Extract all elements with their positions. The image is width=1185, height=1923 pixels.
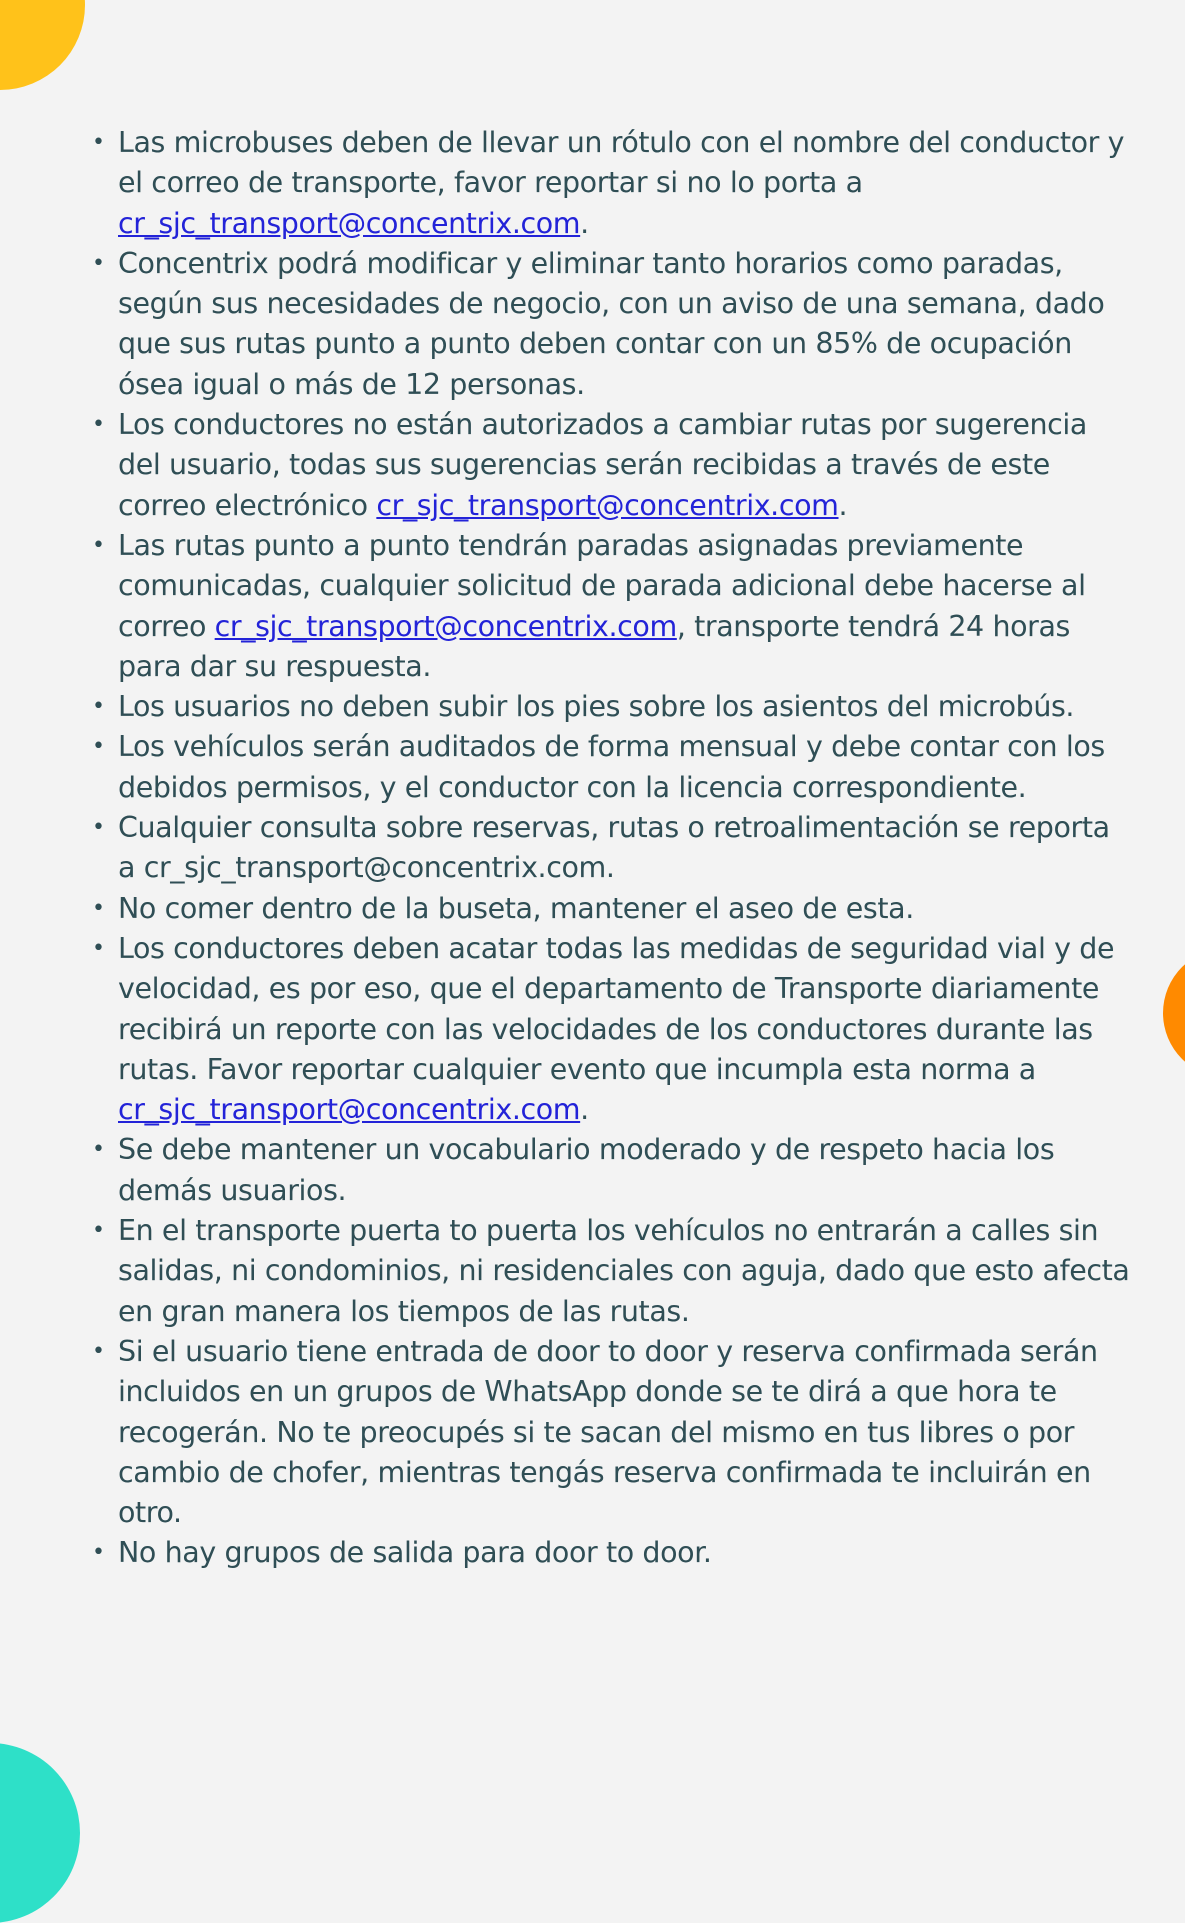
rule-text: Concentrix podrá modificar y eliminar tanto horarios como paradas, según sus necesidades de negocio, con un aviso de una semana, dado que sus rutas punto a punto deben contar con un 85% de ocupación ósea igual o más de 12 personas. [118, 246, 1105, 401]
rule-item [92, 1533, 1132, 1573]
email-link[interactable]: cr_sjc_transport@concentrix.com [376, 488, 839, 522]
bullet-icon: • [92, 935, 105, 961]
rule-text: Las rutas punto a punto tendrán paradas asignadas previamente comunicadas, cualquier solicitud de parada adicional debe hacerse al correo [118, 528, 1086, 643]
rule-text: Los vehículos serán auditados de forma mensual y debe contar con los debidos permisos, y el conductor con la licencia correspondiente. [118, 730, 1105, 804]
rule-text: , transporte tendrá 24 horas para dar su respuesta. [118, 609, 1070, 683]
bullet-icon: • [92, 1338, 105, 1364]
decorative-teal-circle [0, 1743, 80, 1923]
rule-item [92, 1211, 1132, 1332]
rule-text: No hay grupos de salida para door to door. [118, 1536, 712, 1570]
bullet-icon: • [92, 532, 105, 558]
bullet-icon: • [92, 734, 105, 760]
rule-text: Cualquier consulta sobre reservas, rutas o retroalimentación se reporta a cr_sjc_transport@concentrix.com. [118, 811, 1110, 885]
email-link[interactable]: cr_sjc_transport@concentrix.com [118, 206, 581, 240]
decorative-yellow-circle [0, 0, 85, 90]
rule-text: Los conductores no están autorizados a cambiar rutas por sugerencia del usuario, todas sus sugerencias serán recibidas a través de este correo electrónico [118, 408, 1087, 522]
bullet-icon: • [92, 895, 105, 921]
rule-item [92, 808, 1132, 889]
rule-item [92, 405, 1132, 526]
rule-item [92, 727, 1132, 808]
bullet-icon: • [92, 694, 105, 720]
rule-text: En el transporte puerta to puerta los vehículos no entrarán a calles sin salidas, ni condominios, ni residenciales con aguja, dado que esto afecta en gran manera los tiempos de las rutas. [118, 1214, 1130, 1328]
bullet-icon: • [92, 412, 105, 438]
bullet-icon: • [92, 130, 105, 155]
rule-text: Si el usuario tiene entrada de door to door y reserva confirmada serán incluidos en un grupos de WhatsApp donde se te dirá a que hora te recogerán. No te preocupés si te sacan del mismo en tus libres o por cambio de chofer, mientras tengás reserva confirmada te incluirán en otro. [118, 1334, 1098, 1530]
rule-item [92, 1130, 1132, 1211]
rule-item [92, 526, 1132, 687]
rule-text: . [838, 488, 848, 522]
rule-item [92, 1332, 1132, 1533]
rule-text: Los conductores deben acatar todas las medidas de seguridad vial y de velocidad, es por eso, que el departamento de Transporte diariamente recibirá un reporte con las velocidades de los conductores durante las rutas. Favor reportar cualquier evento que incumpla esta norma a [118, 931, 1115, 1086]
transport-rules-list [92, 123, 1132, 1574]
rule-item [92, 123, 1132, 244]
rule-item [92, 929, 1132, 1130]
bullet-icon: • [92, 1218, 105, 1244]
rule-text: . [580, 206, 589, 240]
bullet-icon: • [92, 815, 105, 841]
email-link[interactable]: cr_sjc_transport@concentrix.com [214, 609, 677, 643]
rule-item [92, 889, 1132, 929]
decorative-orange-circle [1163, 948, 1185, 1078]
rule-item [92, 244, 1132, 405]
bullet-icon: • [92, 250, 105, 276]
bullet-icon: • [92, 1540, 105, 1566]
bullet-icon: • [92, 1137, 105, 1163]
rule-text: . [580, 1093, 589, 1127]
rule-text: Se debe mantener un vocabulario moderado y de respeto hacia los demás usuarios. [118, 1133, 1055, 1207]
rule-text: No comer dentro de la buseta, mantener el aseo de esta. [118, 891, 914, 925]
rule-text: Las microbuses deben de llevar un rótulo con el nombre del conductor y el correo de transporte, favor reportar si no lo porta a [118, 126, 1125, 200]
email-link[interactable]: cr_sjc_transport@concentrix.com [118, 1093, 581, 1127]
rule-item [92, 687, 1132, 727]
rule-text: Los usuarios no deben subir los pies sobre los asientos del microbús. [118, 690, 1075, 724]
